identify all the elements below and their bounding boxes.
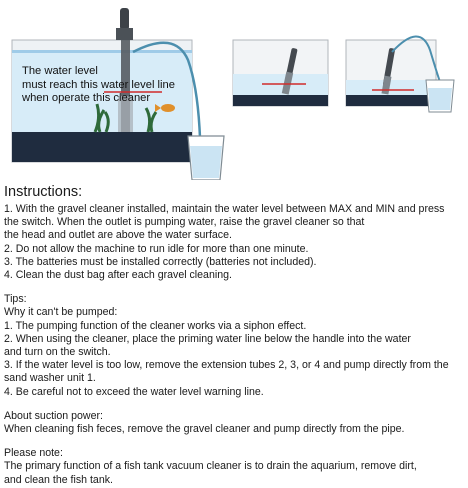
water-level-label: The water level must reach this water level line when operate this cleaner (22, 65, 175, 105)
instruction-item: 2. Do not allow the machine to run idle for more than one minute. (4, 242, 309, 255)
instructions-document (4, 184, 466, 487)
note-text: The primary function of a fish tank vacuum cleaner is to drain the aquarium, remove dirt, and clean the fish tank. (4, 460, 417, 486)
tip-item: 2. When using the cleaner, place the priming water line below the handle into the water and turn on the switch. (4, 332, 411, 359)
instruction-item: 3. The batteries must be installed correctly (batteries not included). (4, 255, 317, 268)
tip-item: 3. If the water level is too low, remove the extension tubes 2, 3, or 4 and pump directly from the sand washer unit 1. (4, 359, 449, 385)
tip-item: 1. The pumping function of the cleaner works via a siphon effect. (4, 319, 307, 332)
suction-text: When cleaning fish feces, remove the gravel cleaner and pump directly from the pipe. (4, 423, 405, 436)
tips-subheading: Why it can't be pumped: (4, 306, 118, 319)
tips-heading: Tips: (4, 293, 27, 306)
tip-item: 4. Be careful not to exceed the water level warning line. (4, 385, 264, 398)
bucket-small (426, 80, 454, 112)
instruction-item: 4. Clean the dust bag after each gravel cleaning. (4, 269, 232, 282)
instructions-heading: Instructions: (4, 184, 83, 200)
instruction-item: 1. With the gravel cleaner installed, maintain the water level between MAX and MIN and press the switch. When the outlet is pumping water, raise the gravel cleaner so that the head and outlet are above the water surface. (4, 203, 445, 242)
small-tank-middle (233, 40, 328, 106)
bucket-large (188, 136, 224, 180)
small-tank-right (346, 36, 440, 106)
note-heading: Please note: (4, 447, 63, 460)
suction-heading: About suction power: (4, 409, 103, 422)
